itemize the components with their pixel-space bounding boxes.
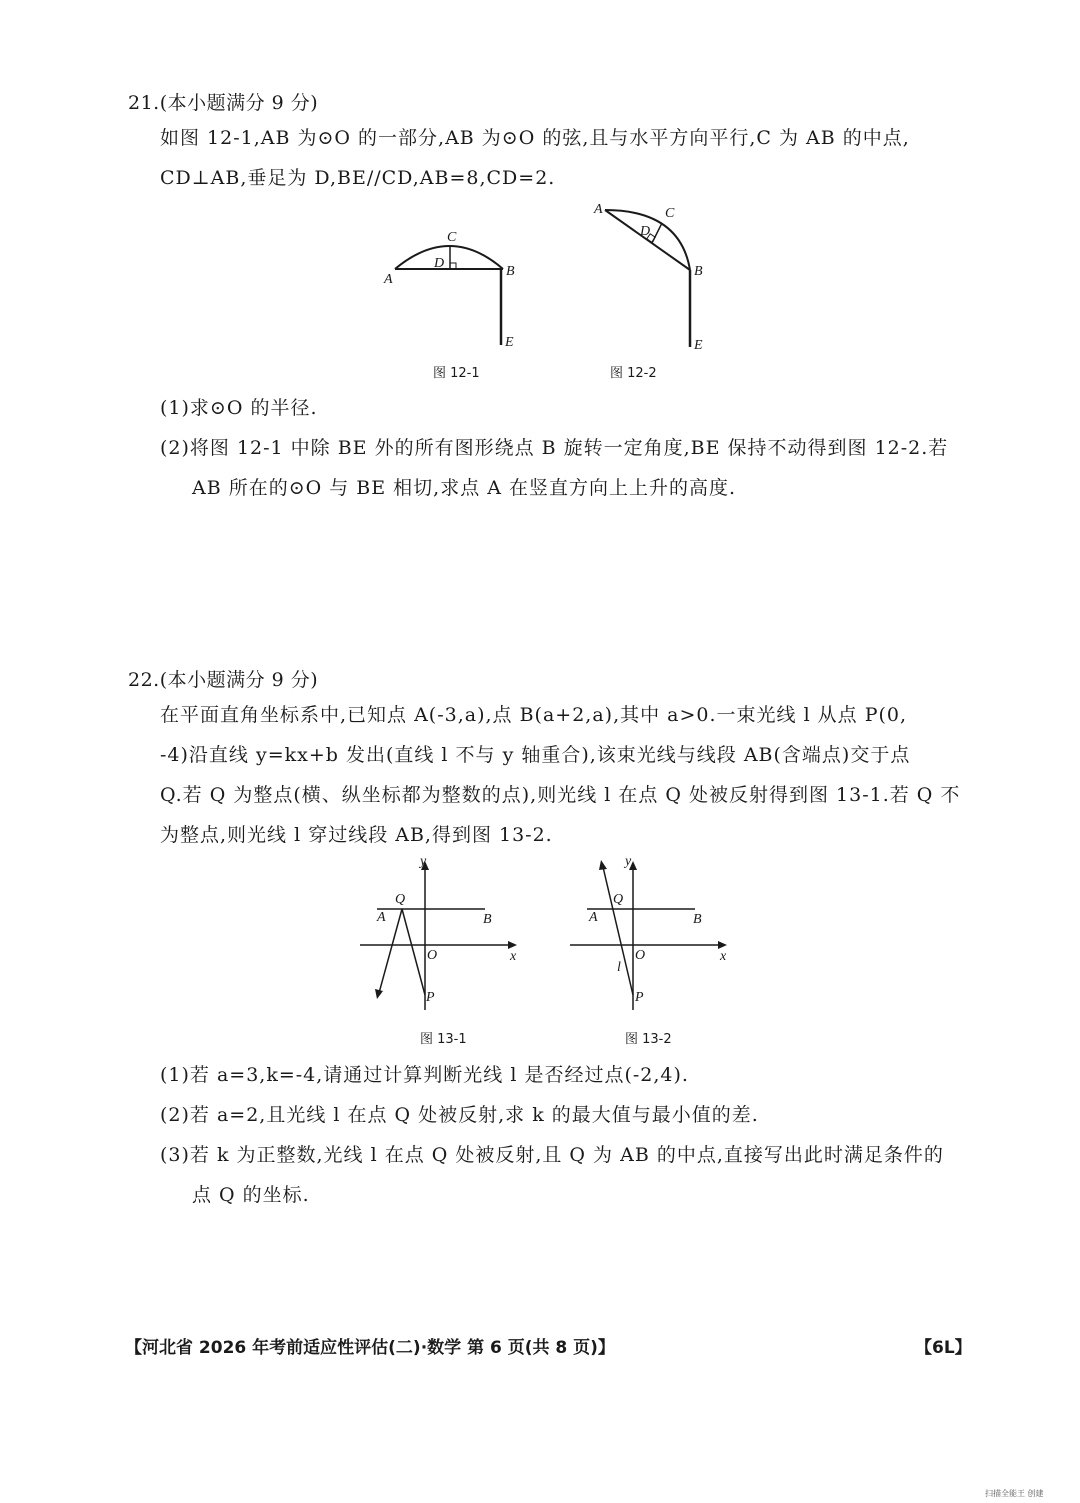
fig12-2-label-a: A xyxy=(594,202,603,217)
fig13-2-label-p: P xyxy=(635,990,644,1005)
fig12-2-label-d: D xyxy=(640,224,651,239)
fig13-2-label-o: O xyxy=(635,948,646,963)
q22-stem xyxy=(160,695,990,855)
q22-heading: 22.(本小题满分 9 分) xyxy=(128,669,319,691)
fig13-1-label-y: y xyxy=(420,855,427,869)
fig13-1-label-o: O xyxy=(427,948,438,963)
q22-stem-line2: -4)沿直线 y=kx+b 发出(直线 l 不与 y 轴重合),该束光线与线段 AB(含端点)交于点 xyxy=(160,744,911,766)
fig13-2-label-y: y xyxy=(625,855,632,869)
q21-part1: (1)求⊙O 的半径. xyxy=(160,397,318,419)
q21-parts xyxy=(160,388,990,508)
footer-code: 【6L】 xyxy=(915,1338,972,1358)
fig12-1-label-d: D xyxy=(434,256,445,271)
fig12-1-label-a: A xyxy=(384,272,393,287)
fig13-1-label-b: B xyxy=(483,912,492,927)
fig12-2-label-e: E xyxy=(694,338,703,353)
fig13-1-label-a: A xyxy=(377,910,386,925)
fig13-1-caption: 图 13-1 xyxy=(420,1032,467,1047)
q22-parts xyxy=(160,1055,990,1215)
q21-part2-line2: AB 所在的⊙O 与 BE 相切,求点 A 在竖直方向上上升的高度. xyxy=(192,477,737,499)
fig12-1-label-c: C xyxy=(447,230,457,245)
fig12-2-caption: 图 12-2 xyxy=(610,366,657,381)
q22-stem-line1: 在平面直角坐标系中,已知点 A(-3,a),点 B(a+2,a),其中 a>0.一束光线 l 从点 P(0, xyxy=(160,704,908,726)
q22-stem-line3: Q.若 Q 为整点(横、纵坐标都为整数的点),则光线 l 在点 Q 处被反射得到图 13-1.若 Q 不 xyxy=(160,784,961,806)
q21-part2-line1: (2)将图 12-1 中除 BE 外的所有图形绕点 B 旋转一定角度,BE 保持不动得到图 12-2.若 xyxy=(160,437,949,459)
fig13-2-caption: 图 13-2 xyxy=(625,1032,672,1047)
scanner-watermark: 扫描全能王 创建 xyxy=(985,1489,1044,1498)
fig12-1-label-e: E xyxy=(505,335,514,350)
q22-stem-line4: 为整点,则光线 l 穿过线段 AB,得到图 13-2. xyxy=(160,824,553,846)
figure-13-2 xyxy=(565,855,735,1015)
fig13-2-label-q: Q xyxy=(613,892,624,907)
fig13-1-label-x: x xyxy=(510,949,517,964)
figure-12-2 xyxy=(590,195,720,360)
q22-part1: (1)若 a=3,k=-4,请通过计算判断光线 l 是否经过点(-2,4). xyxy=(160,1064,689,1086)
fig12-1-caption: 图 12-1 xyxy=(433,366,480,381)
q22-part3-line2: 点 Q 的坐标. xyxy=(192,1184,310,1206)
q21-stem-line2: CD⊥AB,垂足为 D,BE//CD,AB=8,CD=2. xyxy=(160,167,556,189)
figure-13-1 xyxy=(355,855,525,1015)
fig13-2-label-l: l xyxy=(617,960,621,975)
q22-part3-line1: (3)若 k 为正整数,光线 l 在点 Q 处被反射,且 Q 为 AB 的中点,直接写出此时满足条件的 xyxy=(160,1144,944,1166)
fig12-2-label-b: B xyxy=(694,264,703,279)
fig13-2-label-a: A xyxy=(589,910,598,925)
fig13-1-label-p: P xyxy=(426,990,435,1005)
fig12-2-label-c: C xyxy=(665,206,675,221)
q22-part2: (2)若 a=2,且光线 l 在点 Q 处被反射,求 k 的最大值与最小值的差. xyxy=(160,1104,759,1126)
q21-stem-line1: 如图 12-1,AB 为⊙O 的一部分,AB 为⊙O 的弦,且与水平方向平行,C 为 AB 的中点, xyxy=(160,127,910,149)
figure-12-1 xyxy=(375,225,535,355)
footer-exam-info: 【河北省 2026 年考前适应性评估(二)·数学 第 6 页(共 8 页)】 xyxy=(125,1338,615,1358)
fig13-2-label-b: B xyxy=(693,912,702,927)
fig12-1-label-b: B xyxy=(506,264,515,279)
q21-heading: 21.(本小题满分 9 分) xyxy=(128,92,319,114)
fig13-2-label-x: x xyxy=(720,949,727,964)
fig13-1-label-q: Q xyxy=(395,892,406,907)
q21-stem xyxy=(160,118,980,198)
